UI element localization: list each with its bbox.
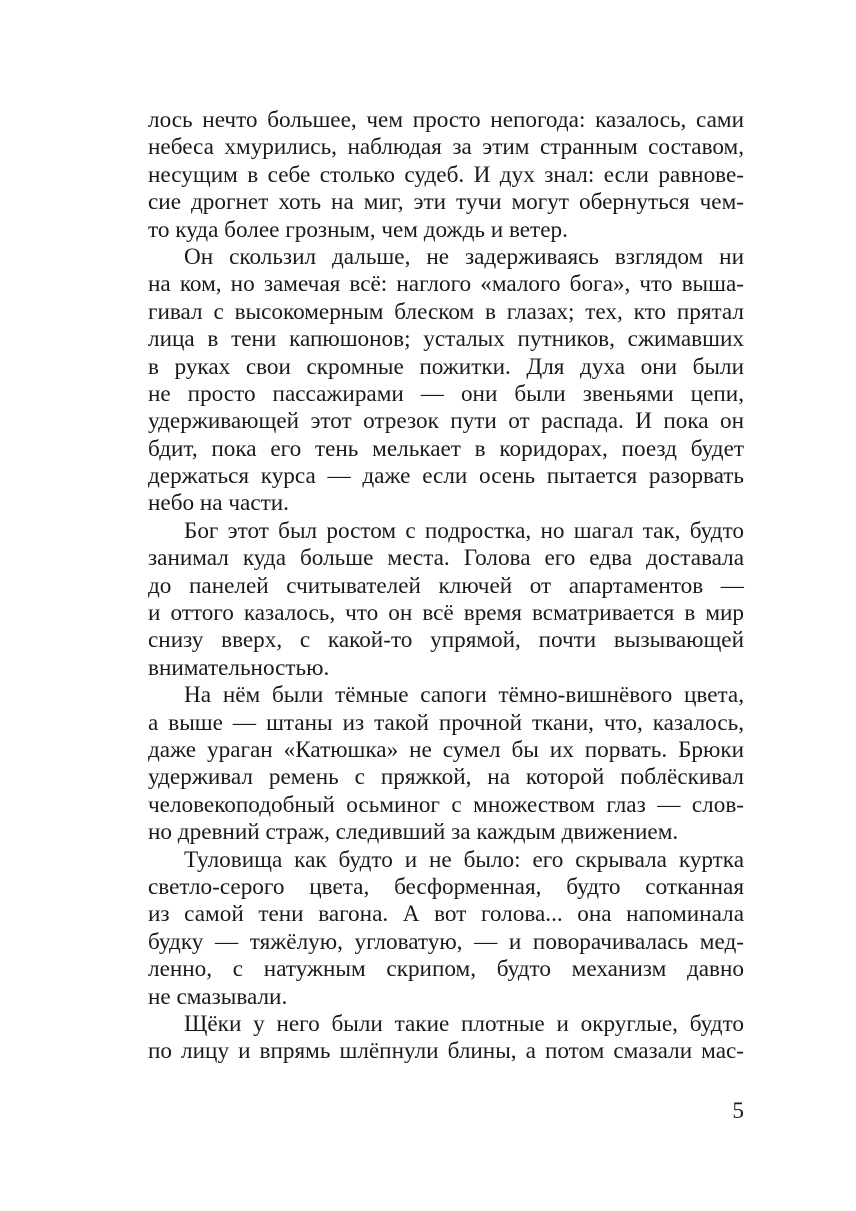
text-line: Он скользил дальше, не задерживаясь взглядом ни bbox=[184, 243, 744, 270]
text-line: из самой тени вагона. А вот голова... она напоминала bbox=[148, 901, 744, 928]
text-line: лось нечто большее, чем просто непогода: казалось, сами bbox=[148, 107, 744, 133]
text-line: человекоподобный осьминог с множеством глаз — слов- bbox=[148, 791, 744, 818]
text-line: до панелей считывателей ключей от апартаментов — bbox=[148, 572, 744, 599]
text-line: удерживал ремень с пряжкой, на которой поблёскивал bbox=[148, 764, 744, 791]
text-line: Туловища как будто и не было: его скрывала куртка bbox=[184, 846, 744, 873]
text-line: ленно, с натужным скрипом, будто механизм давно bbox=[148, 956, 744, 983]
text-line: небо на части. bbox=[148, 490, 289, 517]
text-line: светло-серого цвета, бесформенная, будто сотканная bbox=[148, 873, 744, 900]
body-text bbox=[148, 107, 744, 1066]
text-line: Щёки у него были такие плотные и округлые, будто bbox=[184, 1010, 744, 1037]
text-line: сие дрогнет хоть на миг, эти тучи могут обернуться чем- bbox=[148, 189, 744, 216]
text-line: снизу вверх, с какой-то упрямой, почти вызывающей bbox=[148, 627, 744, 654]
text-line: гивал с высокомерным блеском в глазах; тех, кто прятал bbox=[148, 298, 744, 325]
text-line: На нём были тёмные сапоги тёмно-вишнёвого цвета, bbox=[184, 682, 744, 709]
text-line: лица в тени капюшонов; усталых путников, сжимавших bbox=[148, 326, 744, 353]
text-line: несущим в себе столько судеб. И дух знал: если равнове- bbox=[148, 161, 744, 188]
paragraph bbox=[148, 1011, 744, 1066]
text-line: в руках свои скромные пожитки. Для духа они были bbox=[148, 353, 744, 380]
paragraph bbox=[148, 847, 744, 1011]
text-line: держаться курса — даже если осень пытается разорвать bbox=[148, 463, 744, 490]
text-line: будку — тяжёлую, угловатую, — и поворачивалась мед- bbox=[148, 928, 744, 955]
text-line: небеса хмурились, наблюдая за этим странным составом, bbox=[148, 134, 744, 161]
text-line: но древний страж, следивший за каждым движением. bbox=[148, 819, 679, 846]
paragraph bbox=[148, 682, 744, 846]
paragraph bbox=[148, 107, 744, 244]
text-line: занимал куда больше места. Голова его едва доставала bbox=[148, 545, 744, 572]
text-line: Бог этот был ростом с подростка, но шагал так, будто bbox=[184, 517, 744, 544]
text-line: даже ураган «Катюшка» не сумел бы их порвать. Брюки bbox=[148, 736, 744, 763]
text-line: удерживающей этот отрезок пути от распада. И пока он bbox=[148, 408, 744, 435]
paragraph bbox=[148, 518, 744, 682]
text-line: по лицу и впрямь шлёпнули блины, а потом смазали мас- bbox=[148, 1038, 744, 1065]
text-line: на ком, но замечая всё: наглого «малого бога», что выша- bbox=[148, 271, 744, 298]
page-number: 5 bbox=[732, 1098, 744, 1124]
text-line: не смазывали. bbox=[148, 983, 288, 1010]
text-line: а выше — штаны из такой прочной ткани, что, казалось, bbox=[148, 709, 744, 736]
text-line: и оттого казалось, что он всё время всматривается в мир bbox=[148, 600, 744, 627]
text-line: бдит, пока его тень мелькает в коридорах, поезд будет bbox=[148, 435, 744, 462]
text-line: не просто пассажирами — они были звеньями цепи, bbox=[148, 380, 744, 407]
text-line: то куда более грозным, чем дождь и ветер. bbox=[148, 216, 568, 243]
paragraph bbox=[148, 244, 744, 518]
text-line: внимательностью. bbox=[148, 654, 330, 681]
